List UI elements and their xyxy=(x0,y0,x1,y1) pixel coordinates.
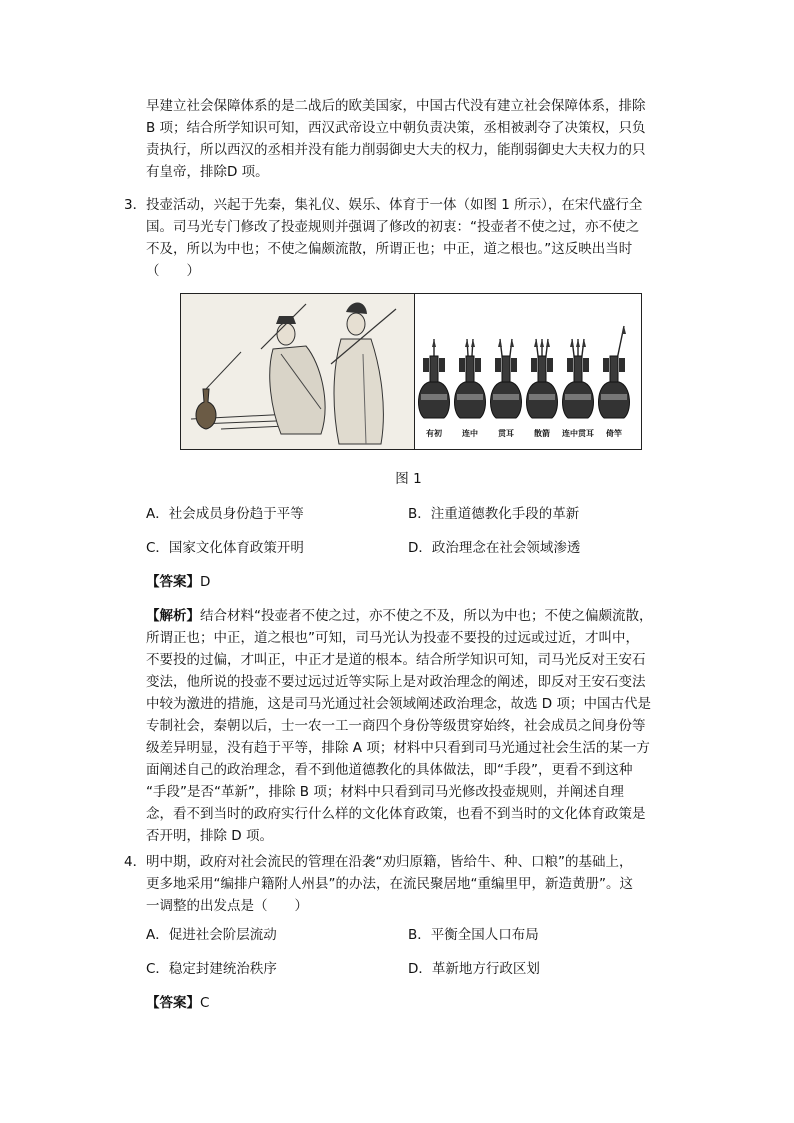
question-3-stem xyxy=(146,194,642,282)
previous-analysis xyxy=(146,95,646,183)
pot-label: 连中贯耳 xyxy=(562,429,594,438)
pot-icon xyxy=(491,339,522,418)
text-line: 一调整的出发点是（ ） xyxy=(146,898,308,914)
pot-label: 倚竿 xyxy=(606,429,622,438)
text-line: 变法，他所说的投壶不要过远过近等实际上是对政治理念的阐述，即反对王安石变法 xyxy=(146,674,646,690)
text-line: 否开明，排除 D 项。 xyxy=(146,828,273,844)
text-line: 明中期，政府对社会流民的管理在沿袭“劝归原籍，皆给牛、种、口粮”的基础上， xyxy=(146,854,633,870)
question-4-number: 4． xyxy=(124,854,147,870)
pot-icon xyxy=(599,326,630,418)
option-d[interactable]: D．政治理念在社会领域渗透 xyxy=(408,540,581,556)
touhu-scene-illustration xyxy=(181,294,414,449)
analysis-first-line: 结合材料“投壶者不使之过，亦不使之不及，所以为中也；不使之偏颇流散， xyxy=(200,608,653,624)
option-c[interactable]: C．国家文化体育政策开明 xyxy=(146,540,304,556)
text-line: 级差异明显，没有趋于平等，排除 A 项；材料中只看到司马光通过社会生活的某一方 xyxy=(146,740,650,756)
pot-diagrams xyxy=(415,294,641,449)
text-line: 专制社会，秦朝以后，士一农一工一商四个身份等级贯穿始终，社会成员之间身份等 xyxy=(146,718,646,734)
text-line: “手段”是否“革新”，排除 B 项；材料中只看到司马光修改投壶规则，并阐述自理 xyxy=(146,784,624,800)
pot-label: 散箭 xyxy=(534,429,550,438)
option-d[interactable]: D．革新地方行政区划 xyxy=(408,961,540,977)
option-b[interactable]: B．平衡全国人口布局 xyxy=(408,927,539,943)
touhu-scene-drawing xyxy=(181,294,414,449)
option-b[interactable]: B．注重道德教化手段的革新 xyxy=(408,506,580,522)
text-line: B 项；结合所学知识可知，西汉武帝设立中朝负责决策，丞相被剥夺了决策权，只负 xyxy=(146,120,646,136)
answer-label: 【答案】 xyxy=(146,574,200,590)
text-line: 更多地采用“编排户籍附人州县”的办法，在流民聚居地“重编里甲，新造黄册”。这 xyxy=(146,876,633,892)
option-a[interactable]: A．社会成员身份趋于平等 xyxy=(146,506,304,522)
figure-1 xyxy=(180,293,642,450)
option-c[interactable]: C．稳定封建统治秩序 xyxy=(146,961,277,977)
pot-icon xyxy=(419,339,450,418)
option-a[interactable]: A．促进社会阶层流动 xyxy=(146,927,277,943)
text-line: 投壶活动，兴起于先秦，集礼仪、娱乐、体育于一体（如图 1 所示），在宋代盛行全 xyxy=(146,197,643,213)
pot-icon xyxy=(455,339,486,418)
text-line: 责执行，所以西汉的丞相并没有能力削弱御史大夫的权力，能削弱御史大夫权力的只 xyxy=(146,142,646,158)
pot-icon xyxy=(563,339,594,418)
analysis-label: 【解析】 xyxy=(146,608,200,624)
text-line: 念，看不到当时的政府实行什么样的文化体育政策，也看不到当时的文化体育政策是 xyxy=(146,806,646,822)
pot-label: 贯耳 xyxy=(498,429,514,438)
analysis xyxy=(146,605,653,847)
figure-caption: 图 1 xyxy=(395,471,422,487)
pot-label: 有初 xyxy=(426,429,442,438)
text-line: 不及，所以为中也；不使之偏颇流散，所谓正也；中正，道之根也。”这反映出当时 xyxy=(146,241,633,257)
text-line: 有皇帝，排除D 项。 xyxy=(146,164,269,180)
text-line: 国。司马光专门修改了投壶规则并强调了修改的初衷：“投壶者不使之过，亦不使之 xyxy=(146,219,639,235)
text-line: 面阐述自己的政治理念，看不到他道德教化的具体做法，即“手段”，更看不到这种 xyxy=(146,762,633,778)
text-line xyxy=(146,605,653,627)
question-3-number: 3． xyxy=(124,197,147,213)
pot-label: 连中 xyxy=(462,429,478,438)
answer-value: C xyxy=(200,995,210,1011)
text-line: 所谓正也；中正，道之根也”可知，司马光认为投壶不要投的过远或过近，才叫中， xyxy=(146,630,639,646)
answer-value: D xyxy=(200,574,211,590)
text-line: 中较为激进的措施，这是司马光通过社会领域阐述政治理念，故选 D 项；中国古代是 xyxy=(146,696,651,712)
answer-label: 【答案】 xyxy=(146,995,200,1011)
text-line: （ ） xyxy=(146,263,200,279)
answer-line xyxy=(146,571,210,593)
text-line: 早建立社会保障体系的是二战后的欧美国家，中国古代没有建立社会保障体系，排除 xyxy=(146,98,646,114)
text-line: 不要投的过偏，才叫正，中正才是道的根本。结合所学知识可知，司马光反对王安石 xyxy=(146,652,646,668)
touhu-scoring-positions xyxy=(415,294,641,449)
answer-line xyxy=(146,992,209,1014)
question-4-stem xyxy=(146,851,633,917)
pot-icon xyxy=(527,339,558,418)
